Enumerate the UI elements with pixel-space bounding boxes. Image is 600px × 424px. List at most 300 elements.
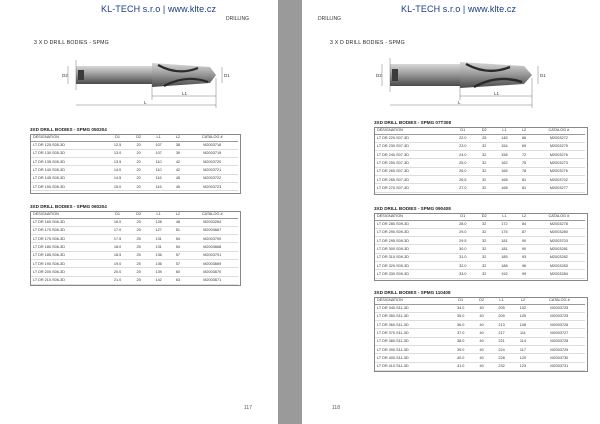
table-cell: M2003703 <box>533 237 585 245</box>
column-header: D1 <box>106 134 130 141</box>
table-cell: 57 <box>169 259 186 267</box>
table-cell: LT DR 130.S05-3D <box>31 149 106 157</box>
table-cell: LT DR 125.S05-3D <box>31 141 106 149</box>
spec-table <box>31 134 238 191</box>
table-title: 3XD DRILL BODIES - SPMG 090408 <box>374 206 451 211</box>
table-cell: 188 <box>494 261 516 269</box>
table-cell: 25 <box>129 226 147 234</box>
table-cell: 213 <box>491 321 512 329</box>
table-cell: 123 <box>512 362 533 370</box>
table-cell: LT DR 310.S09-3D <box>375 253 451 261</box>
table-cell: 25 <box>475 134 494 142</box>
column-header: CATALOG # <box>187 211 239 218</box>
table-cell: 20 <box>129 149 147 157</box>
table-row <box>375 228 585 236</box>
table-header-row <box>375 213 585 220</box>
column-header: D2 <box>129 134 147 141</box>
table-cell: LT DR 200.S06-3D <box>31 268 106 276</box>
table-cell: 34.0 <box>449 304 473 312</box>
table-row <box>31 174 238 182</box>
table-cell: M2003725 <box>534 304 585 312</box>
shank-shape <box>390 64 460 86</box>
table-cell: LT DR 190.S06-3D <box>31 259 106 267</box>
table-cell: LT DR 150.S05-3D <box>31 182 106 190</box>
dim-l1: L1 <box>182 91 188 96</box>
table-row <box>31 235 238 243</box>
table-cell: M2003668 <box>187 243 239 251</box>
table-row <box>375 134 585 142</box>
dim-l: L <box>144 100 147 105</box>
section-label: DRILLING <box>318 16 342 22</box>
table-cell: 25 <box>129 251 147 259</box>
column-header: L1 <box>494 127 516 134</box>
table-cell: 20.0 <box>106 268 130 276</box>
column-header: D2 <box>472 297 490 304</box>
table-cell: 37.0 <box>449 329 473 337</box>
page-number: 118 <box>332 405 340 411</box>
table-cell: 99 <box>515 270 532 278</box>
table-row <box>31 276 238 284</box>
column-header: DESIGNATION <box>31 134 106 141</box>
table-cell: 96 <box>515 261 532 269</box>
table-cell: 32 <box>475 253 494 261</box>
table-cell: 87 <box>515 228 532 236</box>
table-cell: 13.5 <box>106 158 130 166</box>
table-cell: LT DR 295.S09-3D <box>375 237 451 245</box>
table-cell: LT DR 300.S09-3D <box>375 245 451 253</box>
table-title: 3XD DRILL BODIES - SPMG 050204 <box>30 127 107 132</box>
drill-body-drawing <box>40 52 240 110</box>
table-cell: LT DR 180.S06-3D <box>31 243 106 251</box>
table-cell: M2003721 <box>187 166 239 174</box>
table-cell: M2003731 <box>534 362 585 370</box>
table-cell: LT DR 250.S07-3D <box>375 159 451 167</box>
column-header: DESIGNATION <box>375 213 451 220</box>
table-cell: 102 <box>512 304 533 312</box>
table-cell: 45 <box>169 182 186 190</box>
table-cell: 40 <box>472 354 490 362</box>
table-cell: 136 <box>148 251 170 259</box>
table-cell: M2003719 <box>187 149 239 157</box>
table-cell: 40 <box>472 345 490 353</box>
table-row <box>31 182 238 190</box>
table-cell: 81 <box>515 184 532 192</box>
table-cell: 131 <box>148 235 170 243</box>
table-cell: 32 <box>475 245 494 253</box>
table-cell: LT DR 380.S11-3D <box>375 337 449 345</box>
table-cell: 107 <box>148 141 170 149</box>
table-cell: 84 <box>515 220 532 228</box>
table-cell: 32 <box>475 261 494 269</box>
table-cell: 78 <box>515 167 532 175</box>
table-cell: 25 <box>129 218 147 226</box>
column-header: DESIGNATION <box>375 127 451 134</box>
table-cell: 25.0 <box>451 159 475 167</box>
table-cell: 175 <box>494 228 516 236</box>
table-cell: M2003726 <box>534 321 585 329</box>
spec-table <box>31 211 238 285</box>
table-cell: 17.0 <box>106 226 130 234</box>
table-cell: 32 <box>475 184 494 192</box>
table-cell: 26.5 <box>451 175 475 183</box>
table-cell: 108 <box>512 321 533 329</box>
table-cell: 45 <box>169 174 186 182</box>
dim-d1: D1 <box>224 73 230 78</box>
table-cell: 57 <box>169 251 186 259</box>
table-cell: 127 <box>148 226 170 234</box>
table-row <box>31 268 238 276</box>
table-cell: M2003669 <box>187 259 239 267</box>
table-row <box>31 226 238 234</box>
book-gutter <box>278 0 302 424</box>
column-header: L2 <box>512 297 533 304</box>
table-cell: M2003281 <box>533 245 585 253</box>
table-cell: 29.0 <box>451 228 475 236</box>
table-cell: LT DR 280.S09-3D <box>375 220 451 228</box>
table-cell: 114 <box>512 337 533 345</box>
table-cell: LT DR 230.S07-3D <box>375 142 451 150</box>
spec-table <box>375 297 585 371</box>
table-cell: M2003723 <box>187 182 239 190</box>
table-cell: M2003276 <box>533 151 585 159</box>
table-cell: 38 <box>169 141 186 149</box>
table-cell: 27.0 <box>451 184 475 192</box>
table-cell: LT DR 265.S07-3D <box>375 175 451 183</box>
table-cell: M2003264 <box>187 218 239 226</box>
table-cell: M2003277 <box>533 184 585 192</box>
column-header: L1 <box>491 297 512 304</box>
page-subtitle: 3 X D DRILL BODIES - SPMG <box>330 40 405 46</box>
table-cell: 32 <box>475 228 494 236</box>
table-cell: 162 <box>494 159 516 167</box>
table-cell: LT DR 160.S06-3D <box>31 218 106 226</box>
table-cell: LT DR 330.S09-3D <box>375 270 451 278</box>
table-cell: 32 <box>475 270 494 278</box>
table-cell: 40 <box>472 304 490 312</box>
right-page <box>302 0 600 424</box>
table-header-row <box>375 297 585 304</box>
table-row <box>375 237 585 245</box>
column-header: DESIGNATION <box>375 297 449 304</box>
table-cell: 42 <box>169 158 186 166</box>
column-header: L2 <box>169 134 186 141</box>
table-cell: 33.0 <box>451 270 475 278</box>
table-cell: 22.0 <box>451 134 475 142</box>
table-row <box>375 151 585 159</box>
table-cell: 12.5 <box>106 141 130 149</box>
table-cell: LT DR 360.S11-3D <box>375 321 449 329</box>
table-title: 3XD DRILL BODIES - SPMG 060204 <box>30 204 107 209</box>
table-title: 3XD DRILL BODIES - SPMG 07T308 <box>374 120 452 125</box>
table-row <box>31 218 238 226</box>
column-header: D2 <box>475 127 494 134</box>
table-cell: 181 <box>494 237 516 245</box>
page-number: 117 <box>244 405 252 411</box>
dim-l1: L1 <box>494 91 500 96</box>
table-row <box>375 142 585 150</box>
table-cell: 14.0 <box>106 166 130 174</box>
table-cell: 66 <box>515 134 532 142</box>
table-cell: 18.5 <box>106 251 130 259</box>
table-cell: 205 <box>491 304 512 312</box>
table-cell: 32 <box>475 142 494 150</box>
table-cell: 81 <box>515 175 532 183</box>
table-cell: 32 <box>475 159 494 167</box>
table-cell: M2003278 <box>533 220 585 228</box>
table-cell: 39 <box>169 149 186 157</box>
table-cell: 139 <box>148 268 170 276</box>
table-cell: LT DR 390.S11-3D <box>375 345 449 353</box>
table-row <box>375 175 585 183</box>
table-cell: 63 <box>169 276 186 284</box>
table-cell: 39.0 <box>449 345 473 353</box>
table-cell: 192 <box>494 270 516 278</box>
table-cell: 35.0 <box>449 312 473 320</box>
table-row <box>31 259 238 267</box>
spec-table <box>375 213 585 279</box>
table-cell: 40 <box>472 337 490 345</box>
table-cell: M2003273 <box>533 159 585 167</box>
table-row <box>375 220 585 228</box>
table-cell: M2003670 <box>187 268 239 276</box>
table-cell: M2003720 <box>187 158 239 166</box>
table-cell: 224 <box>491 345 512 353</box>
table-cell: LT DR 175.S06-3D <box>31 235 106 243</box>
table-row <box>375 245 585 253</box>
table-row <box>31 251 238 259</box>
table-cell: M2003729 <box>534 345 585 353</box>
section-label: DRILLING <box>226 16 250 22</box>
column-header: L1 <box>494 213 516 220</box>
table-cell: 217 <box>491 329 512 337</box>
table-cell: M2003722 <box>187 174 239 182</box>
table-cell: 21.0 <box>106 276 130 284</box>
table-row <box>31 243 238 251</box>
table-cell: 48 <box>169 218 186 226</box>
table-row <box>375 159 585 167</box>
table-cell: 25 <box>129 235 147 243</box>
table-cell: 42 <box>169 166 186 174</box>
table-cell: 117 <box>512 345 533 353</box>
table-cell: 110 <box>148 166 170 174</box>
table-cell: 25 <box>129 268 147 276</box>
table-cell: 165 <box>494 167 516 175</box>
table-cell: 29.5 <box>451 237 475 245</box>
table-header-row <box>375 127 585 134</box>
table-cell: 60 <box>169 268 186 276</box>
left-page <box>0 0 278 424</box>
column-header: L1 <box>148 211 170 218</box>
table-cell: LT DR 270.S07-3D <box>375 184 451 192</box>
table-row <box>375 337 585 345</box>
table-cell: 145 <box>494 134 516 142</box>
table-cell: 168 <box>494 175 516 183</box>
column-header: L2 <box>169 211 186 218</box>
table-cell: 168 <box>494 184 516 192</box>
column-header: D2 <box>129 211 147 218</box>
table-cell: 90 <box>515 237 532 245</box>
table-cell: M2003282 <box>533 253 585 261</box>
table-cell: 69 <box>515 142 532 150</box>
table-cell: 32 <box>475 151 494 159</box>
table-cell: 142 <box>148 276 170 284</box>
table-cell: LT DR 220.S07-3D <box>375 134 451 142</box>
table-row <box>375 362 585 370</box>
table-cell: 110 <box>148 158 170 166</box>
table-row <box>375 184 585 192</box>
table-cell: 16.0 <box>106 218 130 226</box>
table-cell: 19.0 <box>106 259 130 267</box>
table-cell: M2003283 <box>533 261 585 269</box>
table-cell: M2003727 <box>534 329 585 337</box>
table-row <box>375 321 585 329</box>
table-header-row <box>31 211 238 218</box>
table-cell: 32 <box>475 175 494 183</box>
table-cell: 40 <box>472 312 490 320</box>
column-header: CATALOG # <box>187 134 239 141</box>
column-header: L2 <box>515 127 532 134</box>
table-cell: 136 <box>148 259 170 267</box>
table-cell: 30.0 <box>451 245 475 253</box>
table-cell: LT DR 320.S09-3D <box>375 261 451 269</box>
table-cell: 24.0 <box>451 151 475 159</box>
table-cell: LT DR 140.S05-3D <box>31 166 106 174</box>
table-cell: M2003275 <box>533 142 585 150</box>
table-cell: 93 <box>515 253 532 261</box>
table-cell: 15.0 <box>106 182 130 190</box>
dim-d2: D2 <box>62 73 68 78</box>
table-row <box>31 158 238 166</box>
table-cell: M2003700 <box>187 235 239 243</box>
table-cell: M2003701 <box>187 251 239 259</box>
table-cell: M2003284 <box>533 270 585 278</box>
table-cell: 185 <box>494 253 516 261</box>
table-title: 3XD DRILL BODIES - SPMG 110408 <box>374 290 451 295</box>
table-cell: 40.0 <box>449 354 473 362</box>
spec-table <box>375 127 585 193</box>
table-cell: 107 <box>148 149 170 157</box>
table-cell: 72 <box>515 151 532 159</box>
table-row <box>375 270 585 278</box>
table-cell: 111 <box>512 329 533 337</box>
column-header: L1 <box>148 134 170 141</box>
dim-d2: D2 <box>376 73 382 78</box>
table-cell: 20 <box>129 166 147 174</box>
table-cell: 32 <box>475 237 494 245</box>
table-cell: 32 <box>475 167 494 175</box>
table-cell: 232 <box>491 362 512 370</box>
table-cell: LT DR 410.S11-3D <box>375 362 449 370</box>
table-cell: 40 <box>472 362 490 370</box>
column-header: D1 <box>451 127 475 134</box>
table-cell: LT DR 145.S05-3D <box>31 174 106 182</box>
table-cell: M2003671 <box>187 276 239 284</box>
table-cell: 13.0 <box>106 149 130 157</box>
table-cell: 75 <box>515 159 532 167</box>
table-cell: M2003667 <box>187 226 239 234</box>
dim-d1: D1 <box>540 73 546 78</box>
column-header: CATALOG # <box>533 213 585 220</box>
table-row <box>375 253 585 261</box>
table-cell: 32.0 <box>451 261 475 269</box>
table-cell: 154 <box>494 142 516 150</box>
table-cell: 41.0 <box>449 362 473 370</box>
table-cell: 20 <box>129 182 147 190</box>
column-header: D1 <box>451 213 475 220</box>
table-cell: 116 <box>148 182 170 190</box>
table-cell: M2003728 <box>534 337 585 345</box>
drill-body-drawing <box>364 52 564 110</box>
table-cell: LT DR 350.S11-3D <box>375 312 449 320</box>
table-cell: 40 <box>472 329 490 337</box>
table-cell: 105 <box>512 312 533 320</box>
table-cell: 20 <box>129 174 147 182</box>
column-header: D1 <box>449 297 473 304</box>
page-header: KL-TECH s.r.o | www.klte.cz <box>101 4 217 14</box>
table-cell: LT DR 370.S11-3D <box>375 329 449 337</box>
table-cell: 25 <box>129 243 147 251</box>
table-cell: LT DR 340.S11-3D <box>375 304 449 312</box>
table-cell: M2003716 <box>187 141 239 149</box>
table-cell: M2003272 <box>533 134 585 142</box>
shank-shape <box>76 66 152 84</box>
table-row <box>31 141 238 149</box>
column-header: CATALOG # <box>534 297 585 304</box>
table-cell: 28.0 <box>451 220 475 228</box>
table-cell: 17.5 <box>106 235 130 243</box>
table-cell: 25 <box>129 276 147 284</box>
table-cell: LT DR 135.S05-3D <box>31 158 106 166</box>
table-cell: 31.0 <box>451 253 475 261</box>
table-cell: 221 <box>491 337 512 345</box>
table-cell: LT DR 240.S07-3D <box>375 151 451 159</box>
table-cell: 18.0 <box>106 243 130 251</box>
table-cell: 36.0 <box>449 321 473 329</box>
column-header: D1 <box>106 211 130 218</box>
table-cell: M2003276 <box>533 167 585 175</box>
table-row <box>375 167 585 175</box>
table-cell: LT DR 170.S06-3D <box>31 226 106 234</box>
column-header: CATALOG # <box>533 127 585 134</box>
table-row <box>31 149 238 157</box>
table-cell: M2003280 <box>533 228 585 236</box>
table-cell: 20 <box>129 158 147 166</box>
table-cell: LT DR 400.S11-3D <box>375 354 449 362</box>
table-cell: 158 <box>494 151 516 159</box>
table-header-row <box>31 134 238 141</box>
table-cell: 51 <box>169 226 186 234</box>
table-cell: 172 <box>494 220 516 228</box>
table-cell: LT DR 290.S09-3D <box>375 228 451 236</box>
table-cell: 40 <box>472 321 490 329</box>
table-cell: 228 <box>491 354 512 362</box>
table-cell: 26.0 <box>451 167 475 175</box>
table-row <box>375 329 585 337</box>
table-row <box>375 304 585 312</box>
table-cell: 32 <box>475 220 494 228</box>
table-row <box>31 166 238 174</box>
table-cell: M2003725 <box>534 312 585 320</box>
table-cell: 54 <box>169 243 186 251</box>
dim-l: L <box>458 100 461 105</box>
table-cell: LT DR 260.S07-3D <box>375 167 451 175</box>
page-subtitle: 3 X D DRILL BODIES - SPMG <box>34 40 109 46</box>
table-row <box>375 312 585 320</box>
table-cell: 25 <box>129 259 147 267</box>
table-cell: LT DR 210.S06-3D <box>31 276 106 284</box>
table-row <box>375 261 585 269</box>
table-cell: 54 <box>169 235 186 243</box>
